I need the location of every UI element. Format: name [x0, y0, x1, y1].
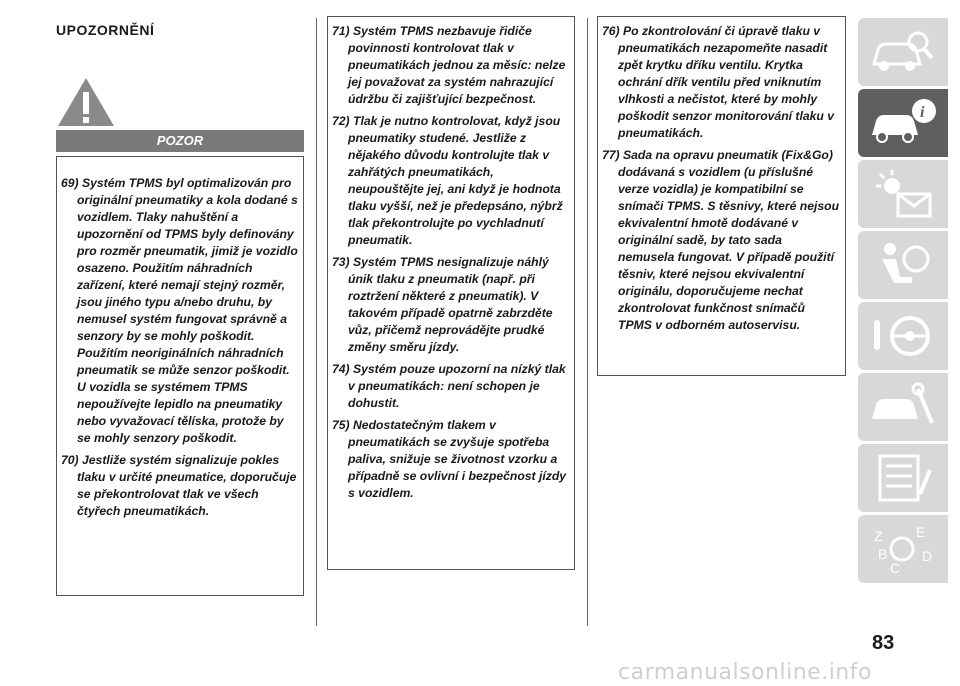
svg-text:i: i — [920, 104, 925, 121]
steering-tools-icon — [868, 308, 938, 364]
note-73: 73) Systém TPMS nesignalizuje náhlý únik tlaku z pneumatik (např. při roztržení některé z pneumatik). V takovém případě opatrně zabrzděte vůz, přičemž neprovádějte prudké změny směru jízdy. — [332, 255, 553, 354]
warning-notes-box-1 — [56, 156, 304, 596]
column-divider — [587, 18, 588, 626]
warning-notes-box-2 — [327, 16, 575, 570]
chapter-sidebar — [858, 18, 948, 586]
airbag-seat-icon — [868, 237, 938, 293]
specifications-list-icon — [868, 450, 938, 506]
svg-text:D: D — [922, 548, 933, 564]
column-divider — [316, 18, 317, 626]
tab-car-info[interactable] — [858, 89, 948, 157]
note-74: 74) Systém pouze upozorní na nízký tlak v pneumatikách: není schopen je dohustit. — [332, 362, 566, 410]
svg-text:E: E — [916, 524, 926, 540]
note-72: 72) Tlak je nutno kontrolovat, když jsou pneumatiky studené. Jestliže z nějakého důvodu kontrolujte tlak v zahřátých pneumatikách, neupouštějte jej, ani když je hodnota tlaku vyšší, než je předepsáno, nýbrž tlak překontrolujte po vychladnutí pneumatik. — [332, 114, 563, 247]
tab-specifications[interactable] — [858, 444, 948, 512]
tab-lights-messages[interactable] — [858, 160, 948, 228]
svg-text:Z: Z — [874, 528, 883, 544]
note-69: 69) Systém TPMS byl optimalizován pro originální pneumatiky a kola dodané s vozidlem. Tlaky nahuštění a upozornění od TPMS byly definovány pro rozměr pneumatik, jimiž je vozidlo osazeno. Použitím náhradních zařízení, které nemají stejný rozměr, jsou jiného typu a/nebo druhu, by nemusel systém fungovat správně a senzory by se mohly poškodit. Použitím neoriginálních náhradních pneumatik se může senzor poškodit. U vozidla se systémem TPMS nepoužívejte lepidlo na pneumatiky nebo vyvažovací tělíska, protože by se mohly senzory poškodit. — [61, 176, 298, 445]
note-70: 70) Jestliže systém signalizuje pokles tlaku v určité pneumatice, doporučuje se překontrolovat tlak ve všech čtyřech pneumatikách. — [61, 453, 297, 518]
page-number: 83 — [872, 632, 895, 654]
car-info-icon — [868, 95, 938, 151]
watermark: carmanualsonline.info — [618, 660, 872, 685]
tab-safety[interactable] — [858, 231, 948, 299]
tab-knowing-car[interactable] — [858, 18, 948, 86]
car-search-icon — [868, 24, 938, 80]
page-heading: UPOZORNĚNÍ — [56, 22, 155, 38]
warning-label-bar: POZOR — [56, 130, 304, 152]
lights-mail-icon — [868, 166, 938, 222]
car-wrench-icon — [868, 379, 938, 435]
tab-starting-driving[interactable] — [858, 302, 948, 370]
tab-emergency[interactable] — [858, 373, 948, 441]
warning-triangle-icon — [56, 76, 116, 128]
svg-text:C: C — [890, 560, 901, 576]
note-77: 77) Sada na opravu pneumatik (Fix&Go) dodávaná s vozidlem (u příslušné verze vozidla) je kompatibilní se snímači TPMS. S těsnivy, které nejsou ekvivalentní hmotě dodávané v originální sadě, by tato sada nemusela fungovat. V případě použití těsniv, které nejsou ekvivalentní originálu, doporučujeme nechat zkontrolovat funkčnost snímačů TPMS v odborném autoservisu. — [602, 148, 840, 332]
alphabet-index-icon — [868, 521, 938, 577]
note-71: 71) Systém TPMS nezbavuje řidiče povinnosti kontrolovat tlak v pneumatikách jednou za měsíc: nelze jej považovat za systém nahrazující údržbu či zajišťující bezpečnost. — [332, 24, 566, 106]
warning-notes-box-3 — [597, 16, 846, 376]
svg-text:B: B — [878, 546, 888, 562]
note-75: 75) Nedostatečným tlakem v pneumatikách se zvyšuje spotřeba paliva, snižuje se životnost vzorku a případně se ovlivní i bezpečnost jízdy s vozidlem. — [332, 418, 567, 500]
note-76: 76) Po zkontrolování či úpravě tlaku v pneumatikách nezapomeňte nasadit zpět krytku dříku ventilu. Krytka ochrání dřík ventilu před vniknutím vlhkosti a nečistot, které by mohly poškodit senzor monitorování tlaku v pneumatikách. — [602, 24, 835, 140]
tab-index[interactable] — [858, 515, 948, 583]
